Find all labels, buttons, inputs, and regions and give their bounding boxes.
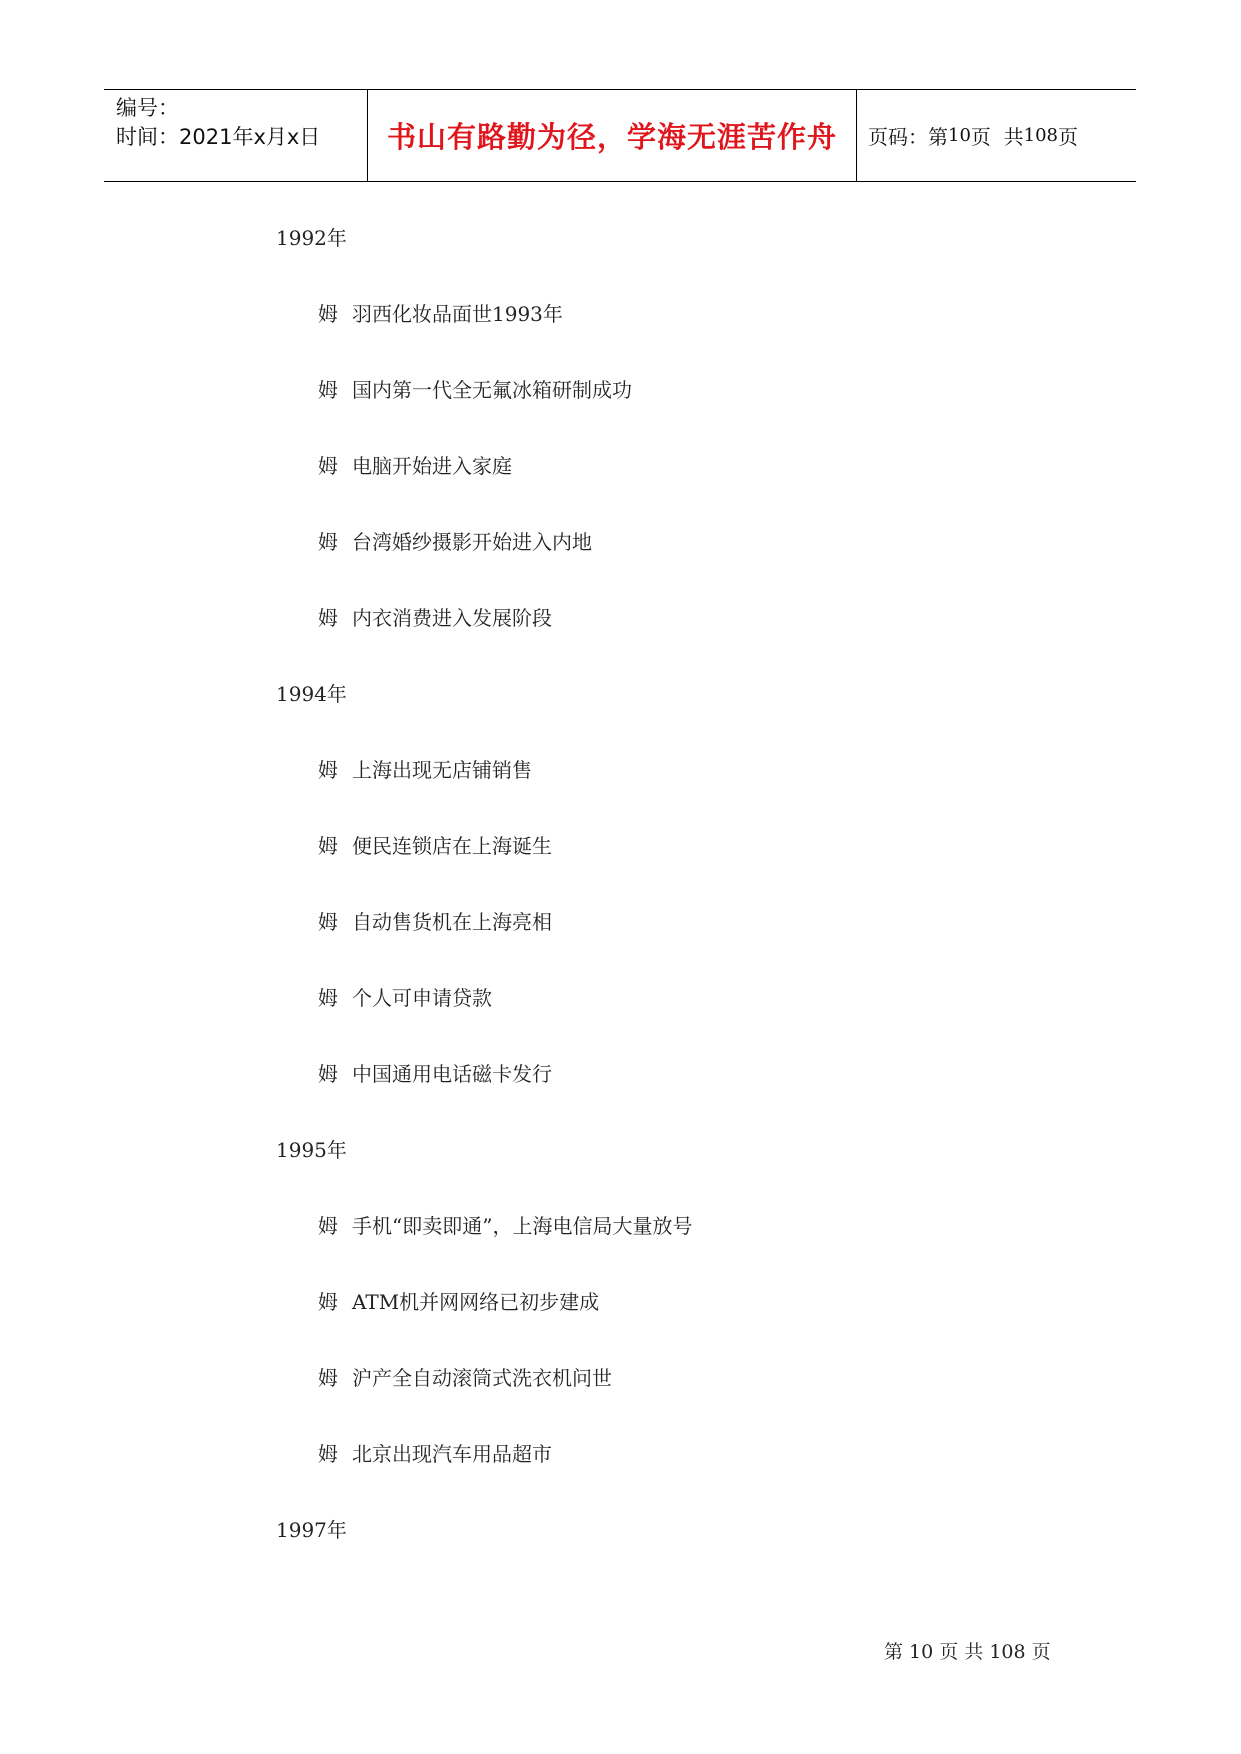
list-item xyxy=(0,302,1241,378)
header-page-indicator xyxy=(868,90,1078,180)
page-mid: 页 共 xyxy=(970,124,1024,149)
list-bullet: 姆 xyxy=(318,1442,338,1466)
list-item-text: 上海出现无店铺销售 xyxy=(352,758,532,782)
list-item-text: 沪产全自动滚筒式洗衣机问世 xyxy=(352,1366,612,1390)
year-heading: 1992年 xyxy=(276,226,347,250)
list-bullet: 姆 xyxy=(318,1366,338,1390)
list-item-text: 内衣消费进入发展阶段 xyxy=(352,606,552,630)
list-bullet: 姆 xyxy=(318,910,338,934)
year-heading: 1995年 xyxy=(276,1138,347,1162)
document-body xyxy=(0,226,1241,1594)
page-total: 108 xyxy=(1023,124,1058,146)
list-item-text: 个人可申请贷款 xyxy=(352,986,492,1010)
list-item-text: 电脑开始进入家庭 xyxy=(352,454,512,478)
page-prefix: 页码：第 xyxy=(868,124,948,149)
header-motto: 书山有路勤为径，学海无涯苦作舟 xyxy=(386,119,837,154)
list-item xyxy=(0,1366,1241,1442)
list-item xyxy=(0,1290,1241,1366)
list-bullet: 姆 xyxy=(318,1062,338,1086)
page-footer: 第 10 页 共 108 页 xyxy=(884,1641,1051,1663)
list-item xyxy=(0,986,1241,1062)
list-item xyxy=(0,1214,1241,1290)
year-heading: 1997年 xyxy=(276,1518,347,1542)
year-heading: 1994年 xyxy=(276,682,347,706)
list-item xyxy=(0,606,1241,682)
list-item-text: 中国通用电话磁卡发行 xyxy=(352,1062,552,1086)
list-item-text: 手机“即卖即通”，上海电信局大量放号 xyxy=(352,1214,693,1238)
list-item-text: 台湾婚纱摄影开始进入内地 xyxy=(352,530,592,554)
header-divider-right xyxy=(856,90,857,181)
document-time-label: 时间：2021年x月x日 xyxy=(116,125,321,149)
list-item-text: 北京出现汽车用品超市 xyxy=(352,1442,552,1466)
list-item xyxy=(0,758,1241,834)
list-item-text: 便民连锁店在上海诞生 xyxy=(352,834,552,858)
list-bullet: 姆 xyxy=(318,758,338,782)
list-bullet: 姆 xyxy=(318,606,338,630)
list-bullet: 姆 xyxy=(318,834,338,858)
list-item-text: 自动售货机在上海亮相 xyxy=(352,910,552,934)
list-item xyxy=(0,454,1241,530)
list-bullet: 姆 xyxy=(318,1290,338,1314)
list-item xyxy=(0,1062,1241,1138)
document-number-label: 编号： xyxy=(116,96,179,120)
list-bullet: 姆 xyxy=(318,378,338,402)
page-header xyxy=(104,89,1136,182)
list-bullet: 姆 xyxy=(318,302,338,326)
page-current: 10 xyxy=(948,124,971,146)
list-bullet: 姆 xyxy=(318,530,338,554)
list-item-text: ATM机并网网络已初步建成 xyxy=(352,1290,600,1314)
list-item xyxy=(0,834,1241,910)
header-meta xyxy=(116,94,320,152)
list-bullet: 姆 xyxy=(318,986,338,1010)
list-item-text: 羽西化妆品面世1993年 xyxy=(352,302,563,326)
list-item-text: 国内第一代全无氟冰箱研制成功 xyxy=(352,378,632,402)
list-item xyxy=(0,1442,1241,1518)
list-item xyxy=(0,378,1241,454)
list-item xyxy=(0,910,1241,986)
list-bullet: 姆 xyxy=(318,454,338,478)
list-item xyxy=(0,530,1241,606)
page-suffix: 页 xyxy=(1057,124,1078,149)
list-bullet: 姆 xyxy=(318,1214,338,1238)
